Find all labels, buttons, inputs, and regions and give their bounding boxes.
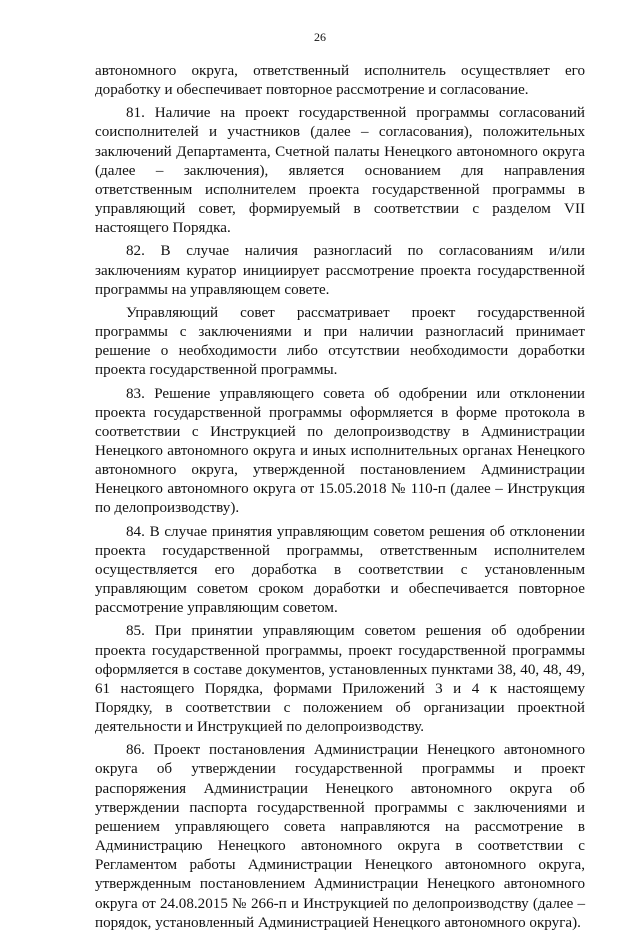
paragraph-continuation: автономного округа, ответственный исполнитель осуществляет его доработку и обеспечивает повторное рассмотрение и согласование. (95, 63, 585, 99)
document-body (95, 62, 585, 937)
paragraph-82-second: Управляющий совет рассматривает проект государственной программы с заключениями и при наличии разногласий принимает решение о необходимости либо отсутствии необходимости доработки проекта государственной программы. (95, 304, 585, 379)
paragraph-81: 81. Наличие на проект государственной программы согласований соисполнителей и участников (далее – согласования), положительных заключений Департамента, Счетной палаты Ненецкого автономного округа (далее – заключения), является основанием для направления ответственным исполнителем проекта государственной программы в управляющий совет, формируемый в соответствии с разделом VII настоящего Порядка. (95, 105, 585, 237)
paragraph-82: 82. В случае наличия разногласий по согласованиям и/или заключениям куратор инициирует рассмотрение проекта государственной программы на управляющем совете. (95, 243, 585, 298)
paragraph-86: 86. Проект постановления Администрации Ненецкого автономного округа об утверждении государственной программы и проект распоряжения Администрации Ненецкого автономного округа об утверждении паспорта государственной программы с заключениями и решением управляющего совета направляются на рассмотрение в Администрацию Ненецкого автономного округа в соответствии с Регламентом работы Администрации Ненецкого автономного округа, утвержденным постановлением Администрации Ненецкого автономного округа от 24.08.2015 № 266-п и Инструкцией по делопроизводству (далее – порядок, установленный Администрацией Ненецкого автономного округа). (95, 742, 585, 931)
paragraph-83: 83. Решение управляющего совета об одобрении или отклонении проекта государственной программы оформляется в форме протокола в соответствии с Инструкцией по делопроизводству в Администрации Ненецкого автономного округа и иных исполнительных органах Ненецкого автономного округа, утвержденной постановлением Администрации Ненецкого автономного округа от 15.05.2018 № 110-п (далее – Инструкция по делопроизводству). (95, 385, 585, 517)
page-number: 26 (314, 30, 326, 44)
paragraph-84: 84. В случае принятия управляющим советом решения об отклонении проекта государственной программы, ответственным исполнителем осуществляется его доработка в соответствии с установленным управляющим советом сроком доработки и обеспечивается повторное рассмотрение управляющим советом. (95, 523, 585, 617)
paragraph-85: 85. При принятии управляющим советом решения об одобрении проекта государственной программы, проект государственной программы оформляется в составе документов, установленных пунктами 38, 40, 48, 49, 61 настоящего Порядка, формами Приложений 3 и 4 к настоящему Порядку, в соответствии с положением об организации проектной деятельности и Инструкцией по делопроизводству. (95, 623, 585, 736)
